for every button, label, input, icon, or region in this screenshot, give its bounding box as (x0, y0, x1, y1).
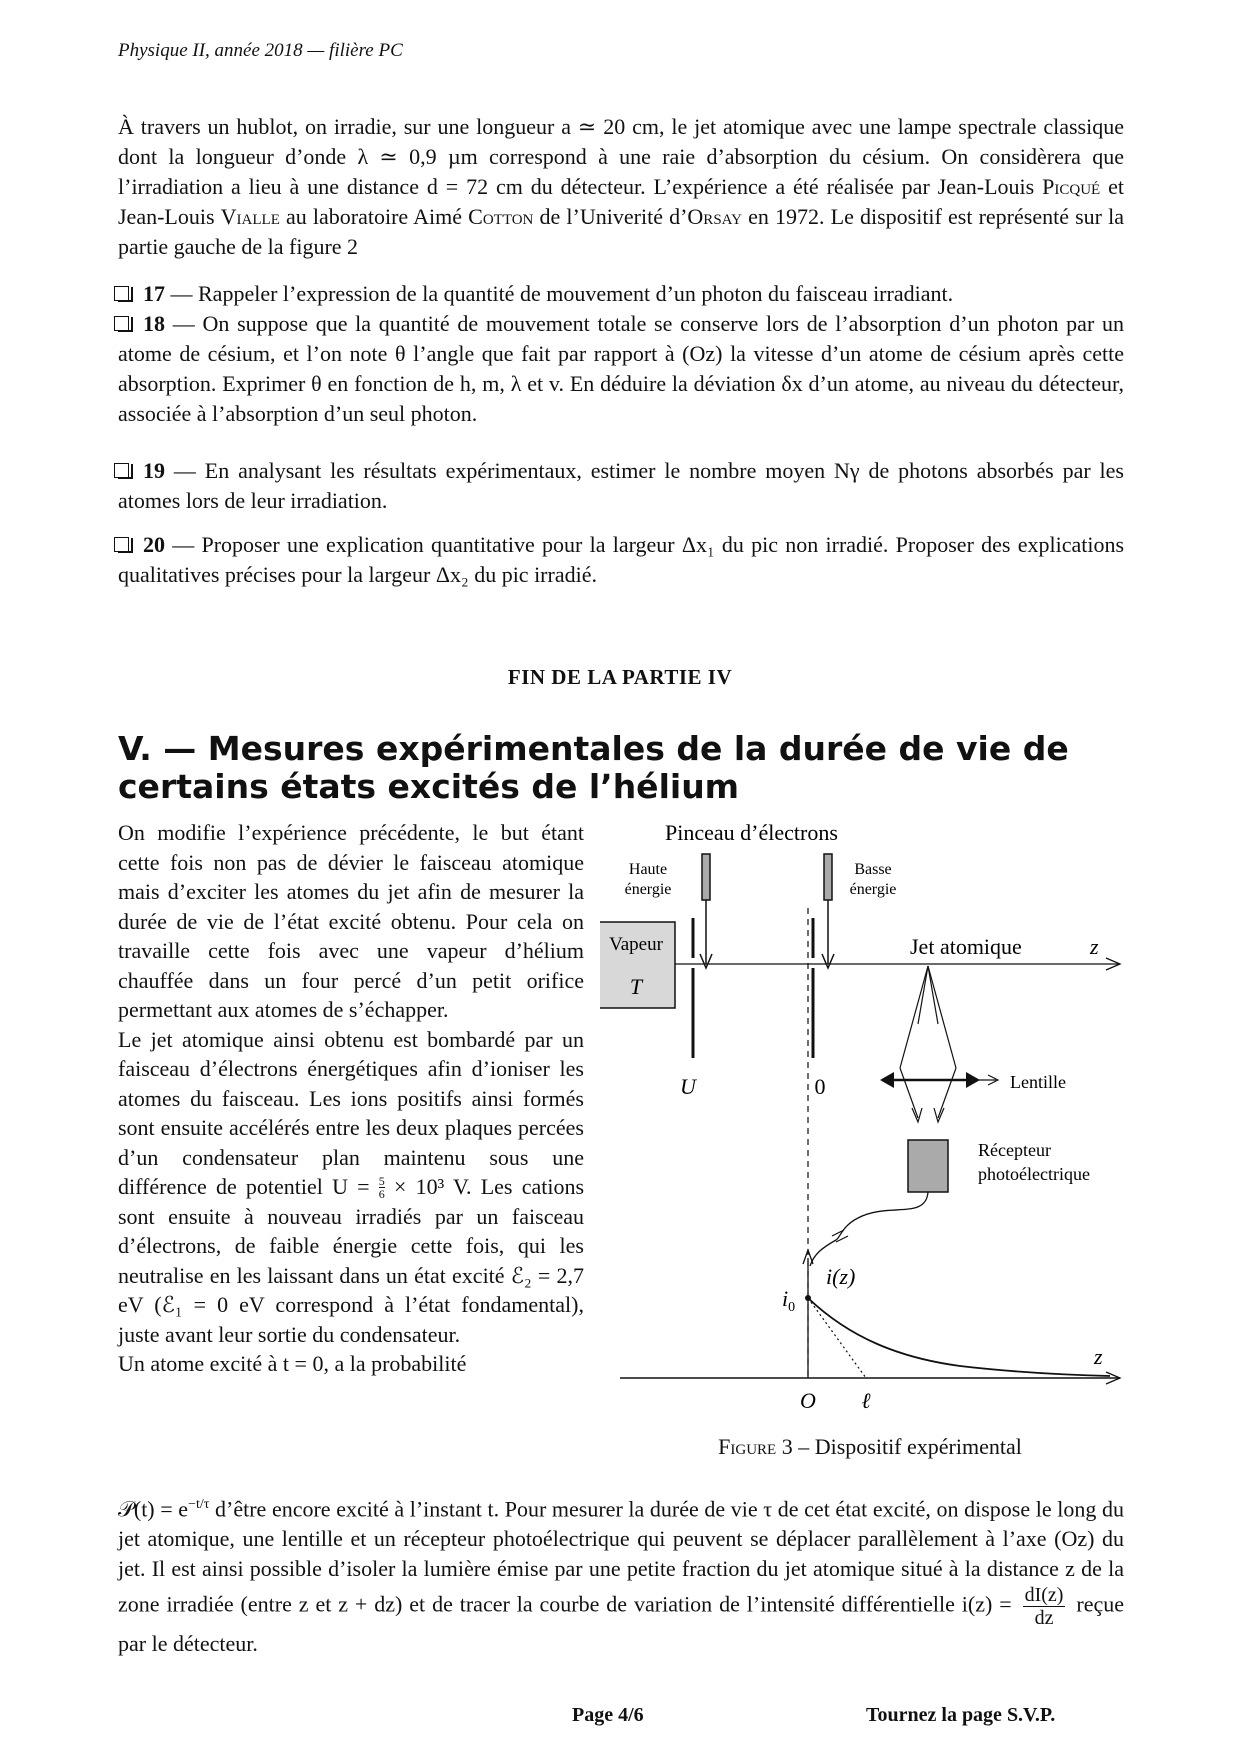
lens-label: Lentille (1010, 1072, 1066, 1092)
ell-label: ℓ (861, 1388, 871, 1413)
fraction: $\frac{dI(z)}{dz}$ (1024, 1584, 1064, 1630)
photoelectric-receiver (908, 1140, 948, 1192)
origin-label: O (800, 1388, 816, 1413)
question-19: 19 — En analysant les résultats expérimentaux, estimer le nombre moyen Nγ de photons absorbés par les atomes lors de leur irradiation. (118, 458, 1124, 513)
bottom-paragraph: 𝒫(t) = $e^{-t/\tau}$ d’être encore excité à l’instant t. Pour mesurer la durée de vie τ de cet état excité, on dispose le long du jet atomique, une lentille et un récepteur photoélectrique qui peuvent se déplacer parallèlement à l’axe (Oz) du jet. Il est ainsi possible d’isoler la lumière émise par une petite fraction du jet atomique situé à la distance z de la zone irradiée (entre z et z + dz) et de tracer la courbe de variation de l’intensité différentielle i(z) = $\frac{dI(z)}{dz}$ reçue par le détecteur. (118, 1496, 1124, 1657)
checkbox-icon (118, 287, 133, 302)
i0-label: $i_0$ (782, 1286, 796, 1315)
running-header: Physique II, année 2018 — filière PC (118, 40, 403, 61)
question-18: 18 — On suppose que la quantité de mouvement totale se conserve lors de l’absorption d’un photon par un atome de césium, et l’on note θ l’angle que fait par rapport à (Oz) la vitesse d’un atome de césium après cette absorption. Exprimer θ en fonction de h, m, λ et v. En déduire la déviation δx d’un atome, au niveau du détecteur, associée à l’absorption d’un seul photon. (118, 311, 1124, 426)
zero-label: 0 (814, 1074, 826, 1099)
checkbox-icon (118, 317, 133, 332)
turn-page-note: Tournez la page S.V.P. (866, 1704, 1056, 1726)
u-label: U (680, 1074, 696, 1099)
question-17: 17 — Rappeler l’expression de la quantité de mouvement d’un photon du faisceau irradiant. (118, 279, 1124, 309)
haute-label-2: énergie (624, 881, 672, 898)
arrow-icon (880, 1072, 894, 1088)
low-energy-gun (824, 854, 832, 900)
question-20: 20 — Proposer une explication quantitative pour la largeur Δx₁ du pic non irradié. Proposer des explications qualitatives précises pour la largeur Δx₂ du pic irradié. (118, 532, 1125, 587)
checkbox-icon (118, 464, 133, 479)
receiver-label-2: photoélectrique (978, 1164, 1090, 1184)
intro-paragraph: À travers un hublot, on irradie, sur une longueur a ≃ 20 cm, le jet atomique avec une lampe spectrale classique dont la longueur d’onde λ ≃ 0,9 µm correspond à une raie d’absorption du césium. On considèrera que l’irradiation a lieu à une distance d = 72 cm du détecteur. L’expérience a été réalisée par Jean-Louis Picqué et Jean-Louis Vialle au laboratoire Aimé Cotton de l’Univerité d’Orsay en 1972. Le dispositif est représenté sur la partie gauche de la figure 2 (118, 114, 1125, 259)
left-column-text: On modifie l’expérience précédente, le but étant cette fois non pas de dévier le faisceau atomique mais d’exciter les atomes du jet afin de mesurer la durée de vie de l’état excité obtenu. Pour cela on travaille cette fois avec une vapeur d’hélium chauffée dans un four percé d’un petit orifice permettant aux atomes de s’échapper. Le jet atomique ainsi obtenu est bombardé par un faisceau d’électrons énergétiques afin d’ioniser les atomes du faisceau. Les ions positifs ainsi formés sont ensuite accélérés entre les deux plaques percées d’un condensateur plan maintenu sous une différence de potentiel U = $\frac{5}{6} \times 10^3$ V. Les cations sont ensuite à nouveau irradiés par un faisceau d’électrons, de faible énergie cette fois, qui les neutralise en les laissant dans un état excité ℰ₂ = 2,7 eV (ℰ₁ = 0 eV correspond à l’état fondamental), juste avant leur sortie du condensateur. Un atome excité à t = 0, a la probabilité (118, 820, 585, 1376)
fraction: $\frac{5}{6}$ (378, 1174, 385, 1201)
experimental-setup-figure (600, 818, 1140, 1430)
tangent-line (808, 1298, 866, 1378)
arrow-icon (966, 1072, 980, 1088)
iz-axis-label: i(z) (826, 1264, 856, 1289)
page-number: Page 4/6 (572, 1704, 644, 1726)
vapor-label: Vapeur (609, 934, 663, 955)
basse-label-2: énergie (849, 881, 897, 898)
z-axis-label-top: z (1090, 934, 1099, 959)
temperature-label: T (629, 974, 643, 999)
jet-label: Jet atomique (910, 934, 1022, 959)
signal-cable (810, 1192, 928, 1266)
pinceau-label: Pinceau d’électrons (665, 820, 838, 845)
receiver-label-1: Récepteur (978, 1140, 1051, 1160)
z-axis-label-bottom: z (1094, 1344, 1103, 1369)
basse-label-1: Basse (854, 861, 892, 878)
high-energy-gun (702, 854, 710, 900)
decay-curve (808, 1298, 1110, 1376)
haute-label-1: Haute (628, 861, 668, 878)
figure-caption: Figure 3 – Dispositif expérimental (718, 1434, 1022, 1459)
checkbox-icon (118, 538, 133, 553)
part-end-marker: FIN DE LA PARTIE IV (507, 665, 733, 689)
section-title: V. — Mesures expérimentales de la durée de vie de certains états excités de l’hélium (118, 729, 1069, 806)
